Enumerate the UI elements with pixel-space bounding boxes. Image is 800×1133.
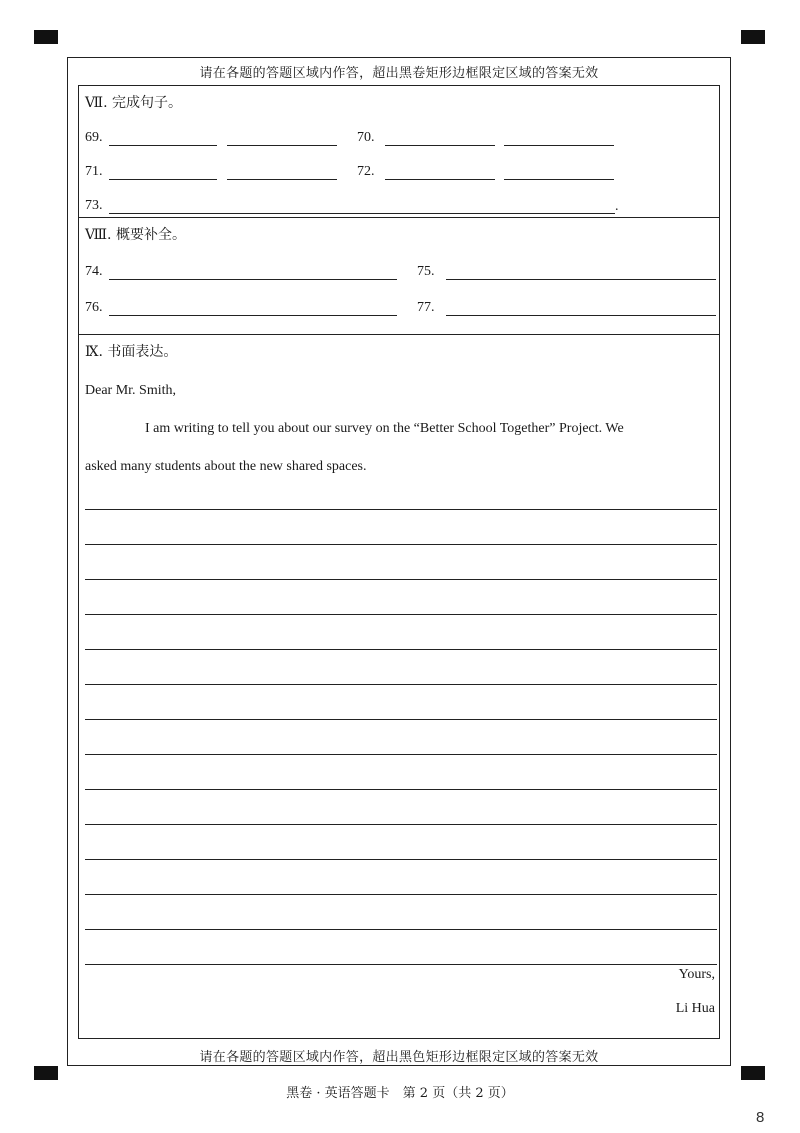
writing-line[interactable] [85,509,717,510]
writing-line[interactable] [85,824,717,825]
section-summary-completion [79,218,719,335]
answer-sheet-frame [67,57,731,1066]
answer-blank-69b[interactable] [227,145,337,146]
answer-blank-69a[interactable] [109,145,217,146]
answer-blank-72b[interactable] [504,179,614,180]
answer-blank-76[interactable] [109,315,397,316]
registration-mark-bottom-left [34,1066,58,1080]
question-number: 70. [357,130,375,145]
answer-area [78,85,720,1039]
answer-blank-72a[interactable] [385,179,495,180]
section-title: Ⅶ. 完成句子。 [85,95,182,111]
writing-line[interactable] [85,894,717,895]
question-number: 77. [417,300,435,315]
section-complete-sentences [79,86,719,218]
writing-line[interactable] [85,754,717,755]
page-number: 8 [756,1109,765,1126]
question-number: 72. [357,164,375,179]
writing-line[interactable] [85,579,717,580]
letter-salutation: Dear Mr. Smith, [85,383,176,398]
writing-line[interactable] [85,614,717,615]
answer-blank-74[interactable] [109,279,397,280]
answer-blank-73[interactable] [109,213,615,214]
writing-line[interactable] [85,964,717,965]
answer-blank-75[interactable] [446,279,716,280]
question-number: 76. [85,300,103,315]
registration-mark-top-left [34,30,58,44]
writing-line[interactable] [85,859,717,860]
letter-intro-line-2: asked many students about the new shared spaces. [85,459,367,474]
question-number: 69. [85,130,103,145]
writing-line[interactable] [85,789,717,790]
answer-blank-70a[interactable] [385,145,495,146]
notice-top: 请在各题的答题区域内作答，超出黑卷矩形边框限定区域的答案无效 [199,66,599,81]
letter-signature: Li Hua [675,1001,715,1016]
letter-closing: Yours, [678,967,715,982]
answer-blank-77[interactable] [446,315,716,316]
answer-blank-71a[interactable] [109,179,217,180]
writing-line[interactable] [85,684,717,685]
question-number: 75. [417,264,435,279]
page-footer: 黑卷 · 英语答题卡 第 2 页（共 2 页） [286,1086,514,1101]
question-number: 74. [85,264,103,279]
section-writing [79,335,719,1038]
writing-line[interactable] [85,929,717,930]
notice-bottom: 请在各题的答题区域内作答，超出黑色矩形边框限定区域的答案无效 [199,1050,599,1065]
period-mark: . [615,199,619,214]
writing-line[interactable] [85,544,717,545]
section-title: Ⅸ. 书面表达。 [85,344,178,360]
question-number: 71. [85,164,103,179]
writing-line[interactable] [85,719,717,720]
registration-mark-bottom-right [741,1066,765,1080]
answer-blank-71b[interactable] [227,179,337,180]
registration-mark-top-right [741,30,765,44]
answer-blank-70b[interactable] [504,145,614,146]
writing-line[interactable] [85,649,717,650]
question-number: 73. [85,198,103,213]
letter-intro-line-1: I am writing to tell you about our survey on the “Better School Together” Project. We [145,421,624,436]
section-title: Ⅷ. 概要补全。 [85,227,186,243]
